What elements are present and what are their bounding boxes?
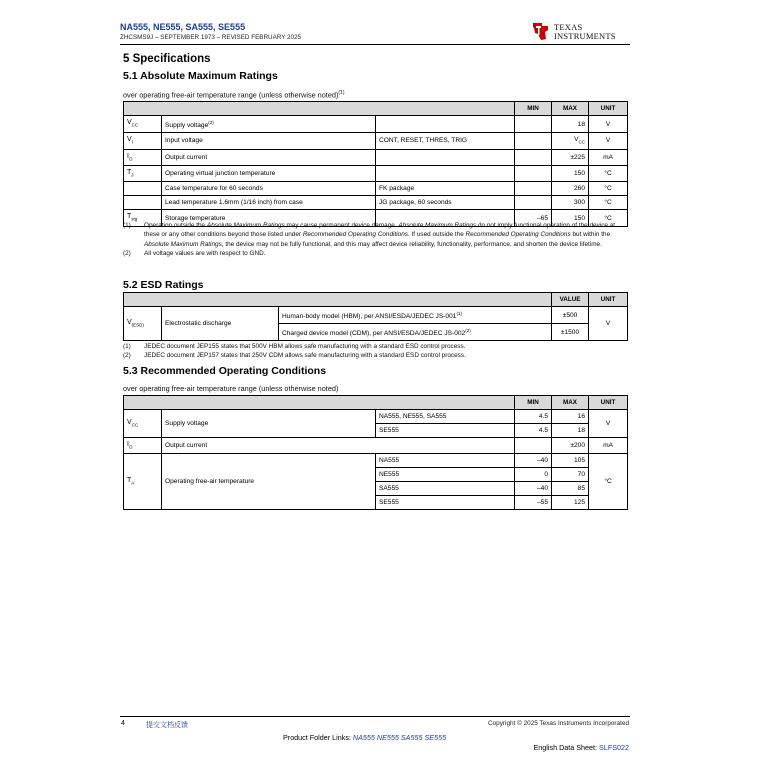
table-row: NE555 0 70 xyxy=(124,468,628,482)
param-cell: Case temperature for 60 seconds xyxy=(162,182,376,196)
col-max: MAX xyxy=(552,396,589,410)
table-row: Lead temperature 1.6mm (1/16 inch) from case JG package, 60 seconds 300 °C xyxy=(124,196,628,210)
roc-condition: over operating free-air temperature range (unless otherwise noted) xyxy=(123,384,339,393)
table-row xyxy=(124,307,628,324)
roc-title: 5.3 Recommended Operating Conditions xyxy=(123,365,327,377)
table-row: SE555 4.5 18 xyxy=(124,424,628,438)
table-row: Case temperature for 60 seconds FK package 260 °C xyxy=(124,182,628,196)
footnote: (1) Operation outside the Absolute Maximum Ratings may cause permanent device damage. Absolute Maximum Ratings do not imply functional operation of the device at these or any other conditions beyond those listed under Recommended Operating Conditions. If used outside the Recommended Operating Conditions but within the Absolute Maximum Ratings, the device may not be fully functional, and this may affect device reliability, functionality, performance, and shorten the device lifetime. xyxy=(123,222,616,248)
table-row: SA555 –40 85 xyxy=(124,482,628,496)
footnote: (1) JEDEC document JEP155 states that 500V HBM allows safe manufacturing with a standard ESD control process. xyxy=(123,343,466,350)
copyright: Copyright © 2025 Texas Instruments Incorporated xyxy=(488,720,629,727)
param-cell: Output current xyxy=(162,149,376,165)
table-row: $I_O$ Output current ±200 mA xyxy=(124,438,628,454)
product-link-ne555[interactable]: NE555 xyxy=(376,733,399,742)
col-unit: UNIT xyxy=(589,396,628,410)
cond-cell xyxy=(376,165,515,181)
table-row: $V_{CC}$ Supply voltage NA555, NE555, SA555 4.5 16 V xyxy=(124,410,628,424)
english-data-sheet-link[interactable]: SLFS022 xyxy=(599,743,629,752)
page-header xyxy=(120,20,630,46)
esd-title: 5.2 ESD Ratings xyxy=(123,279,204,291)
esd-cond-cdm: Charged device model (CDM), per ANSI/ESDA/JEDEC JS-002$^{(2)}$ xyxy=(279,324,552,341)
roc-table xyxy=(123,395,628,510)
footnote: (2) All voltage values are with respect to GND. xyxy=(123,250,266,258)
esd-table xyxy=(123,292,628,341)
esd-cond-hbm: Human-body model (HBM), per ANSI/ESDA/JEDEC JS-001$^{(1)}$ xyxy=(279,307,552,324)
feedback-link[interactable]: 提交文档反馈 xyxy=(146,721,188,729)
param-cell: Lead temperature 1.6mm (1/16 inch) from case xyxy=(162,196,376,210)
esd-unit: V xyxy=(589,307,628,341)
ti-logo-icon xyxy=(530,20,552,42)
product-folder-links: Product Folder Links: NA555 NE555 SA555 SE555 xyxy=(283,733,447,742)
col-max: MAX xyxy=(552,102,589,116)
table-row: $V_{CC}$ Supply voltage$^{(2)}$ 18 V xyxy=(124,116,628,133)
document-line: ZHCSMS9J – SEPTEMBER 1973 – REVISED FEBRUARY 2025 xyxy=(120,34,302,41)
table-row: $V_I$ Input voltage CONT, RESET, THRES, TRIG $V_{CC}$ V xyxy=(124,133,628,149)
footnote: (2) JEDEC document JEP157 states that 250V CDM allows safe manufacturing with a standard ESD control process. xyxy=(123,352,466,360)
table-row: SE555 –55 125 xyxy=(124,496,628,510)
cond-cell: JG package, 60 seconds xyxy=(376,196,515,210)
english-data-sheet: English Data Sheet: SLFS022 xyxy=(533,743,629,752)
table-row: $T_{stg}$ Storage temperature –65 150 °C xyxy=(124,210,628,226)
col-value: VALUE xyxy=(552,293,589,307)
col-min: MIN xyxy=(515,102,552,116)
product-link-na555[interactable]: NA555 xyxy=(352,733,375,742)
esd-notes xyxy=(123,342,623,361)
abs-max-condition: over operating free-air temperature range (unless otherwise noted)$^{(1)}$ xyxy=(123,90,345,100)
col-min: MIN xyxy=(515,396,552,410)
esd-value-cdm: ±1500 xyxy=(552,324,589,341)
table-row: $T_A$ Operating free-air temperature NA555 –40 105 °C xyxy=(124,454,628,468)
esd-value-hbm: ±500 xyxy=(552,307,589,324)
footer-rule xyxy=(120,716,630,717)
table-row: $T_J$ Operating virtual junction temperature 150 °C xyxy=(124,165,628,181)
param-cell: Operating virtual junction temperature xyxy=(162,165,376,181)
param-cell: Storage temperature xyxy=(162,210,376,226)
ti-logo-text: TEXAS INSTRUMENTS xyxy=(554,22,616,41)
product-link-sa555[interactable]: SA555 xyxy=(400,733,423,742)
header-rule xyxy=(120,44,630,45)
esd-symbol: $V_{(ESD)}$ xyxy=(124,307,162,341)
col-unit: UNIT xyxy=(589,102,628,116)
abs-max-table xyxy=(123,101,628,227)
abs-max-notes xyxy=(123,221,623,259)
col-unit: UNIT xyxy=(589,293,628,307)
esd-param: Electrostatic discharge xyxy=(162,307,279,341)
section-title: 5 Specifications xyxy=(123,53,211,65)
param-cell: Input voltage xyxy=(162,133,376,149)
page-number: 4 xyxy=(121,720,125,727)
abs-max-title: 5.1 Absolute Maximum Ratings xyxy=(123,70,278,82)
product-link-se555[interactable]: SE555 xyxy=(424,733,447,742)
cond-cell xyxy=(376,116,515,133)
part-numbers[interactable]: NA555, NE555, SA555, SE555 xyxy=(120,22,246,32)
table-row: $I_O$ Output current ±225 mA xyxy=(124,149,628,165)
cond-cell: CONT, RESET, THRES, TRIG xyxy=(376,133,515,149)
cond-cell: FK package xyxy=(376,182,515,196)
cond-cell xyxy=(376,149,515,165)
param-cell: Supply voltage$^{(2)}$ xyxy=(162,116,376,133)
ti-logo xyxy=(530,20,630,42)
